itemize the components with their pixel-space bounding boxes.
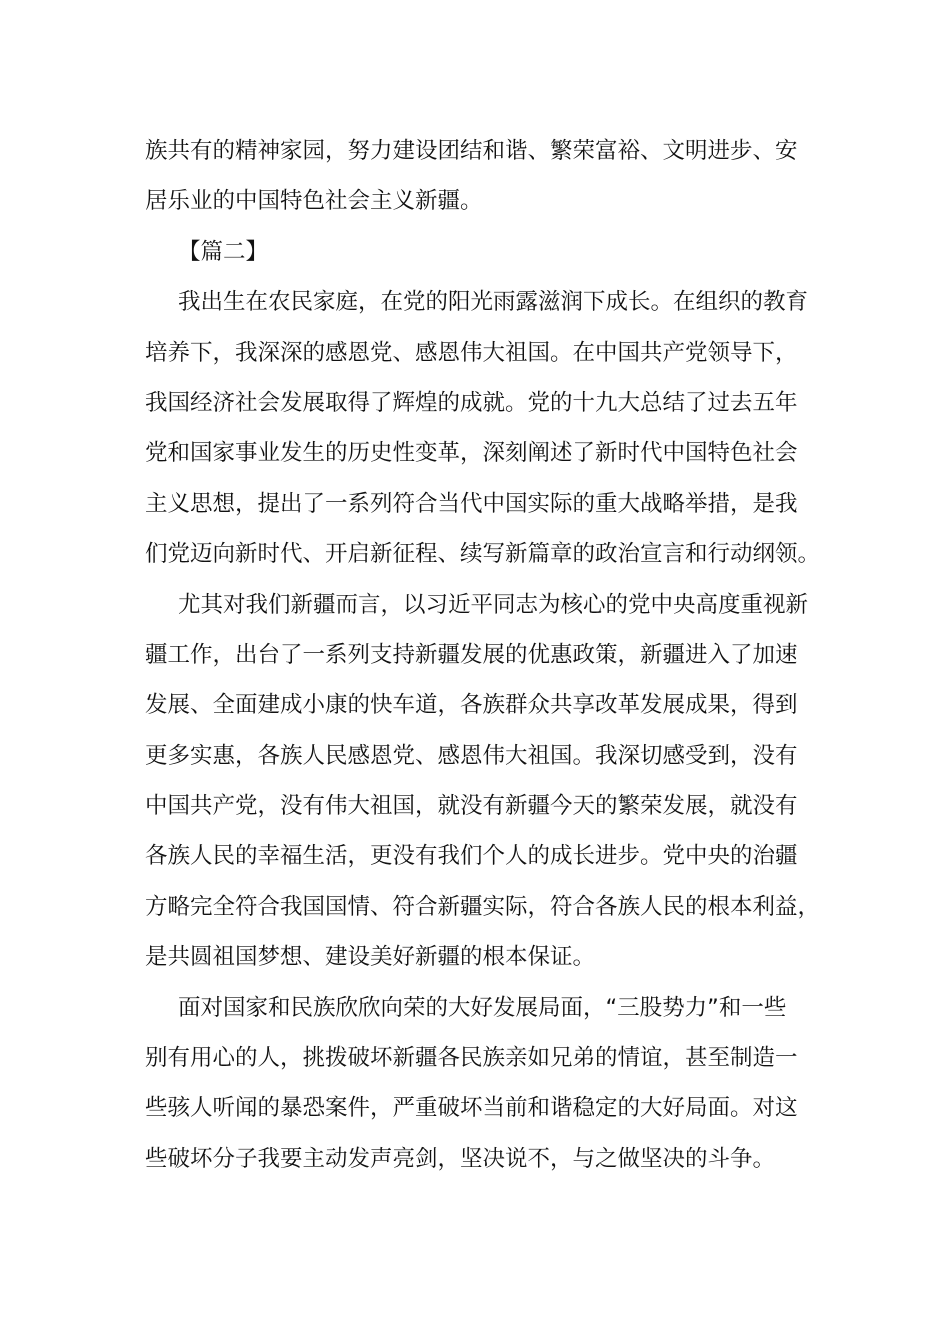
text-line: 居乐业的中国特色社会主义新疆。 <box>145 188 483 215</box>
text-line: 族共有的精神家园，努力建设团结和谐、繁荣富裕、文明进步、安 <box>145 138 798 164</box>
text-line: 些破坏分子我要主动发声亮剑，坚决说不，与之做坚决的斗争。 <box>145 1145 776 1172</box>
text-line: 尤其对我们新疆而言，以习近平同志为核心的党中央高度重视新 <box>178 591 809 618</box>
text-line: 我国经济社会发展取得了辉煌的成就。党的十九大总结了过去五年 <box>145 389 798 416</box>
text-line: 些骇人听闻的暴恐案件，严重破坏当前和谐稳定的大好局面。对这 <box>145 1095 798 1122</box>
text-line: 党和国家事业发生的历史性变革，深刻阐述了新时代中国特色社会 <box>145 440 798 467</box>
text-line: 发展、全面建成小康的快车道，各族群众共享改革发展成果，得到 <box>145 692 798 719</box>
document-body <box>145 126 821 1184</box>
text-line: 更多实惠，各族人民感恩党、感恩伟大祖国。我深切感受到，没有 <box>145 742 798 769</box>
text-line: 别有用心的人，挑拨破坏新疆各民族亲如兄弟的情谊，甚至制造一 <box>145 1045 798 1072</box>
text-line: 方略完全符合我国国情、符合新疆实际，符合各族人民的根本利益， <box>145 893 821 920</box>
text-line: 培养下，我深深的感恩党、感恩伟大祖国。在中国共产党领导下， <box>145 339 798 366</box>
text-line: 们党迈向新时代、开启新征程、续写新篇章的政治宣言和行动纲领。 <box>145 541 821 568</box>
text-line: 中国共产党，没有伟大祖国，就没有新疆今天的繁荣发展，就没有 <box>145 793 798 820</box>
text-line: 主义思想，提出了一系列符合当代中国实际的重大战略举措，是我 <box>145 490 798 517</box>
text-line: 是共圆祖国梦想、建设美好新疆的根本保证。 <box>145 944 596 971</box>
section-heading: 【篇二】 <box>178 238 269 265</box>
text-line: 面对国家和民族欣欣向荣的大好发展局面，“三股势力”和一些 <box>178 994 787 1021</box>
text-line: 我出生在农民家庭，在党的阳光雨露滋润下成长。在组织的教育 <box>178 289 809 316</box>
text-line: 各族人民的幸福生活，更没有我们个人的成长进步。党中央的治疆 <box>145 843 798 870</box>
text-line: 疆工作，出台了一系列支持新疆发展的优惠政策，新疆进入了加速 <box>145 641 798 668</box>
